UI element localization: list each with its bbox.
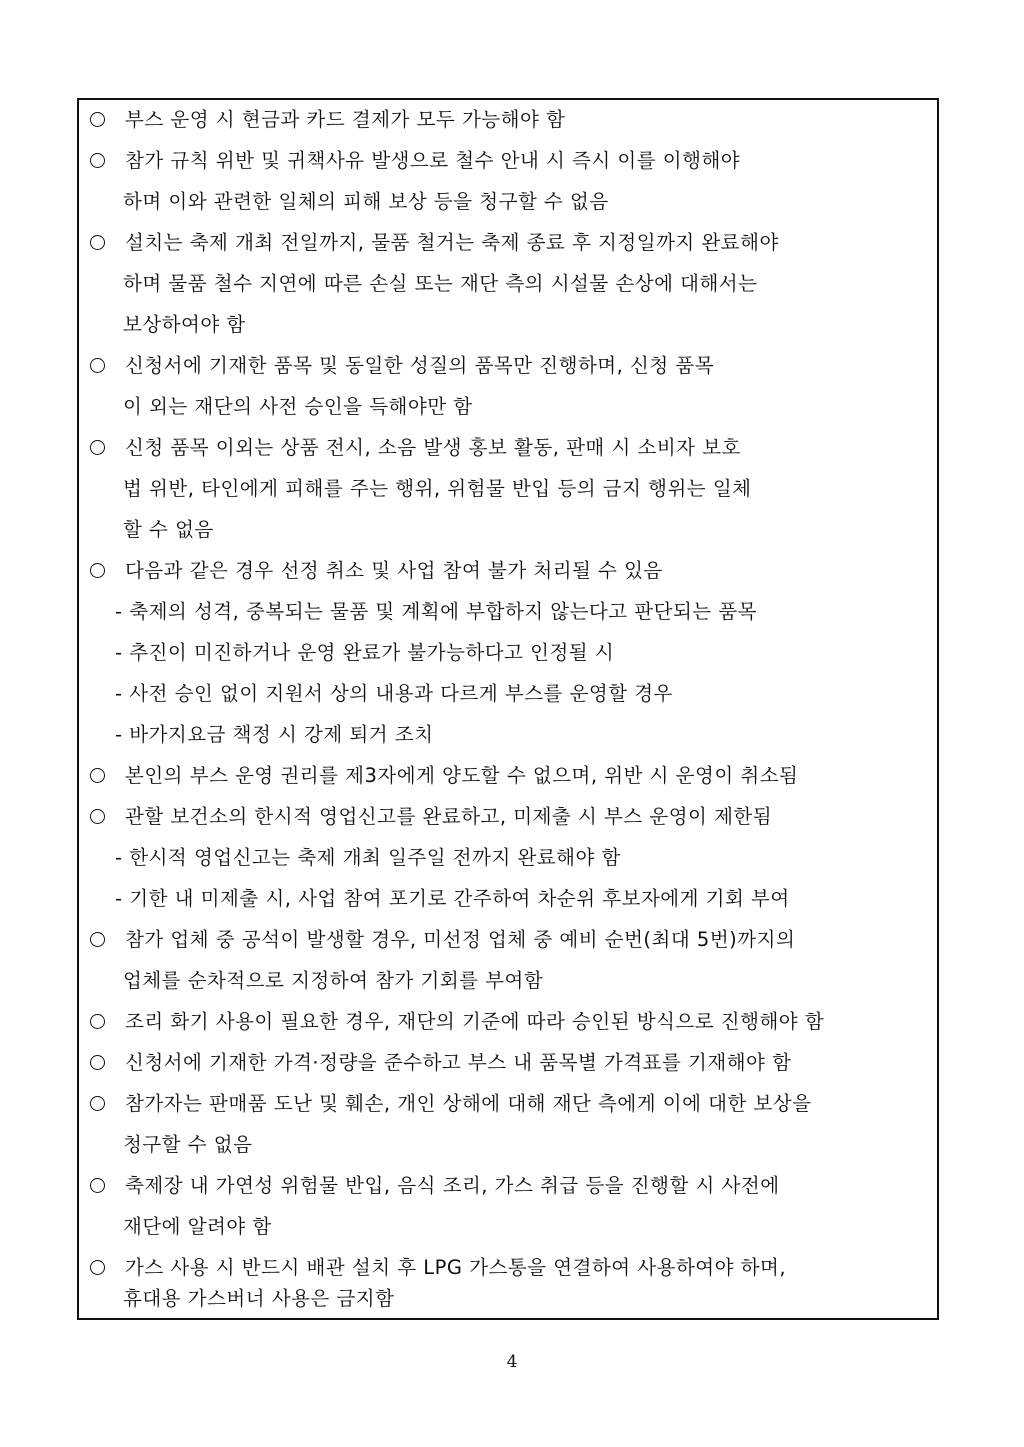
circle-bullet-icon [90, 932, 105, 947]
circle-bullet-icon [90, 1096, 105, 1111]
circle-bullet-icon [90, 1178, 105, 1193]
circle-bullet-icon [90, 440, 105, 455]
circle-bullet-icon [90, 563, 105, 578]
circle-bullet-icon [90, 1260, 105, 1275]
circle-bullet-icon [90, 112, 105, 127]
circle-bullet-icon [90, 1055, 105, 1070]
page-number: 4 [506, 1352, 518, 1372]
circle-bullet-icon [90, 1014, 105, 1029]
circle-bullet-icon [90, 235, 105, 250]
circle-bullet-icon [90, 768, 105, 783]
circle-bullet-icon [90, 153, 105, 168]
circle-bullet-icon [90, 809, 105, 824]
rules-box: 부스 운영 시 현금과 카드 결제가 모두 가능해야 함 참가 규칙 위반 및 귀책사유 발생으로 철수 안내 시 즉시 이를 이행해야 하며 이와 관련한 일체의 피해 보상 등을 청구할 수 없음 설치는 축제 개최 전일까지, 물품 철거는 축제 종료 후 지정일까지 완료해야 하며 물품 철수 지연에 따른 손실 또는 재단 측의 시설물 손상에 대해서는 보상하여야 함 신청서에 기재한 품목 및 동일한 성질의 품목만 진행하며, 신청 품목 이 외는 재단의 사전 승인을 득해야만 함 신청 품목 이외는 상품 전시, 소음 발생 홍보 활동, 판매 시 소비자 보호 법 위반, 타인에게 피해를 주는 행위, 위험물 반입 등의 금지 행위는 일체 할 수 없음 다음과 같은 경우 선정 취소 및 사업 참여 불가 처리될 수 있음 - 축제의 성격, 중복되는 물품 및 계획에 부합하지 않는다고 판단되는 품목 - 추진이 미진하거나 운영 완료가 불가능하다고 인정될 시 - 사전 승인 없이 지원서 상의 내용과 다르게 부스를 운영할 경우 - 바가지요금 책정 시 강제 퇴거 조치 본인의 부스 운영 권리를 제3자에게 양도할 수 없으며, 위반 시 운영이 취소됨 관할 보건소의 한시적 영업신고를 완료하고, 미제출 시 부스 운영이 제한됨 - 한시적 영업신고는 축제 개최 일주일 전까지 완료해야 함 - 기한 내 미제출 시, 사업 참여 포기로 간주하여 차순위 후보자에게 기회 부여 참가 업체 중 공석이 발생할 경우, 미선정 업체 중 예비 순번(최대 5번)까지의 업체를 순차적으로 지정하여 참가 기회를 부여함 조리 화기 사용이 필요한 경우, 재단의 기준에 따라 승인된 방식으로 진행해야 함 신청서에 기재한 가격·정량을 준수하고 부스 내 품목별 가격표를 기재해야 함 참가자는 판매품 도난 및 훼손, 개인 상해에 대해 재단 측에게 이에 대한 보상을 청구할 수 없음 축제장 내 가연성 위험물 반입, 음식 조리, 가스 취급 등을 진행할 시 사전에 재단에 알려야 함 가스 사용 시 반드시 배관 설치 후 LPG 가스통을 연결하여 사용하여야 하며, 휴대용 가스버너 사용은 금지함 [77, 98, 939, 1320]
circle-bullet-icon [90, 358, 105, 373]
